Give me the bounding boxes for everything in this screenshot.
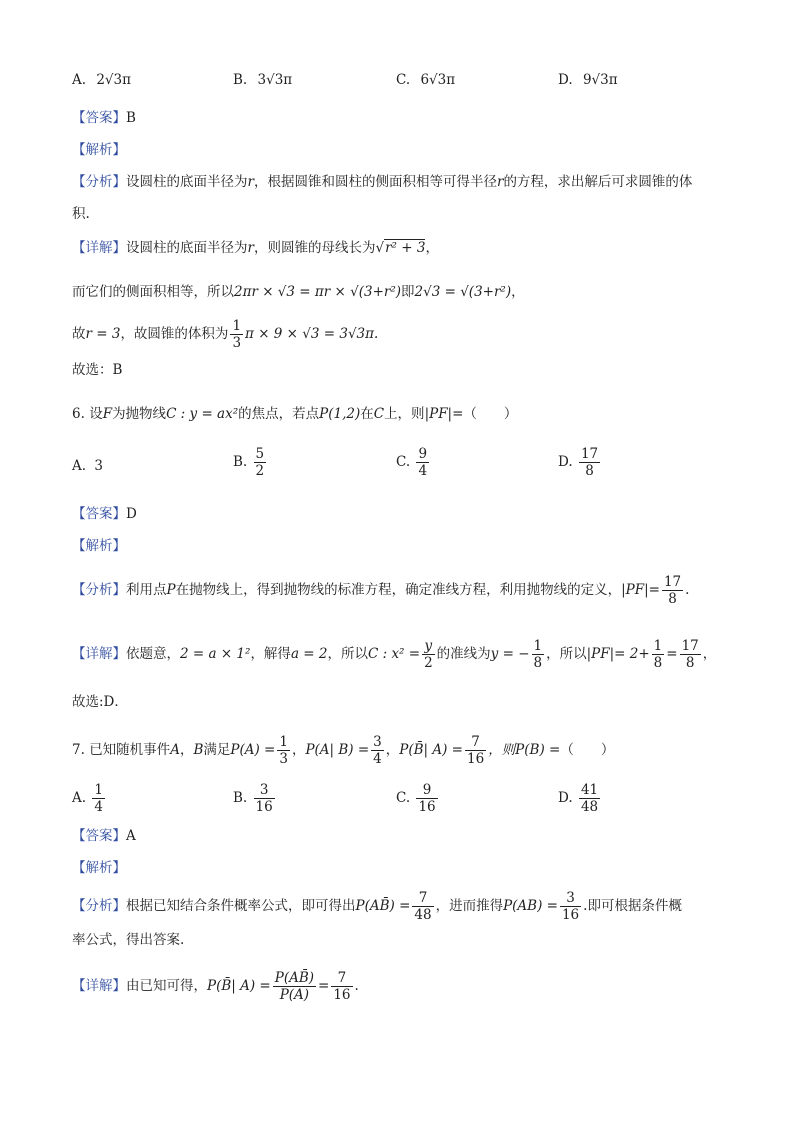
q7-answer: 【答案】A — [72, 828, 136, 844]
q6-analysis-heading: 【解析】 — [72, 538, 126, 554]
q5-option-c: C. 6√3π — [396, 72, 456, 88]
fraction: $\frac{1}{3}$ — [232, 318, 242, 351]
q5-analysis-heading: 【解析】 — [72, 142, 126, 158]
q6-option-a: A. 3 — [72, 458, 103, 474]
q6-stem: 6. 设F为抛物线C : y = ax²的焦点，若点P(1,2)在C上，则|PF|=（ ） — [72, 406, 518, 422]
q7-xiangjie: 【详解】由已知可得，P(B̄| A) = $\frac{P(AB̄)}{P(A)}$ = $\frac{7}{16}$ . — [72, 970, 359, 1003]
q7-option-a: A. $\frac{1}{4}$ — [72, 782, 103, 815]
q7-option-c: C. $\frac{9}{16}$ — [396, 782, 436, 815]
q6-option-c: C. $\frac{9}{4}$ — [396, 446, 428, 479]
q6-answer: 【答案】D — [72, 506, 137, 522]
answer-tag: 【答案】 — [72, 110, 126, 126]
q7-stem: 7. 已知随机事件A，B满足P(A) = $\frac{1}{3}$ ，P(A| B) = $\frac{3}{4}$ ，P(B̄| A) = $\frac{7}{16}$ ，则P(B) =（ ） — [72, 734, 615, 767]
q5-option-c-value: 6√3π — [420, 72, 456, 88]
q6-option-d: D. $\frac{17}{8}$ — [558, 446, 599, 479]
q7-option-b: B. $\frac{3}{16}$ — [233, 782, 273, 815]
q5-option-a: A. 2√3π — [72, 72, 131, 88]
q6-xiangjie: 【详解】依题意，2 = a × 1²，解得a = 2，所以C : x² = $\frac{y}{2}$ 的准线为y = − $\frac{1}{8}$ ，所以|PF|= 2+ $\frac{1}{8}$ = $\frac{17}{8}$ ， — [72, 638, 717, 671]
q5-xiangjie: 【详解】设圆柱的底面半径为r，则圆锥的母线长为√r² + 3， — [72, 240, 439, 256]
q5-option-b-value: 3√3π — [257, 72, 293, 88]
q5-choose: 故选：B — [72, 362, 123, 378]
q5-option-d-value: 9√3π — [582, 72, 618, 88]
q6-choose: 故选:D． — [72, 694, 128, 710]
q6-option-b: B. $\frac{5}{2}$ — [233, 446, 265, 479]
q7-option-d: D. $\frac{41}{48}$ — [558, 782, 599, 815]
q5-fenxi: 【分析】设圆柱的底面半径为r，根据圆锥和圆柱的侧面积相等可得半径r的方程，求出解后可求圆锥的体 — [72, 174, 693, 190]
q6-fenxi: 【分析】利用点P在抛物线上，得到抛物线的标准方程，确定准线方程，利用抛物线的定义，|PF|= $\frac{17}{8}$ . — [72, 574, 690, 607]
q5-fenxi-cont: 积. — [72, 206, 90, 222]
q7-analysis-heading: 【解析】 — [72, 860, 126, 876]
q5-step-3: 故r = 3，故圆锥的体积为 $\frac{1}{3}$ π × 9 × √3 = 3√3π. — [72, 318, 379, 351]
q7-fenxi: 【分析】根据已知结合条件概率公式，即可得出P(AB̄) = $\frac{7}{48}$ ，进而推得P(AB) = $\frac{3}{16}$ .即可根据条件概 — [72, 890, 682, 923]
q7-fenxi-cont: 率公式，得出答案. — [72, 932, 185, 948]
q5-option-d: D. 9√3π — [558, 72, 618, 88]
q5-option-b: B. 3√3π — [233, 72, 293, 88]
q5-answer: 【答案】B — [72, 110, 136, 126]
q5-step-2: 而它们的侧面积相等，所以2πr × √3 = πr × √(3+r²)即2√3 = √(3+r²)， — [72, 284, 525, 300]
q5-option-a-value: 2√3π — [96, 72, 131, 88]
